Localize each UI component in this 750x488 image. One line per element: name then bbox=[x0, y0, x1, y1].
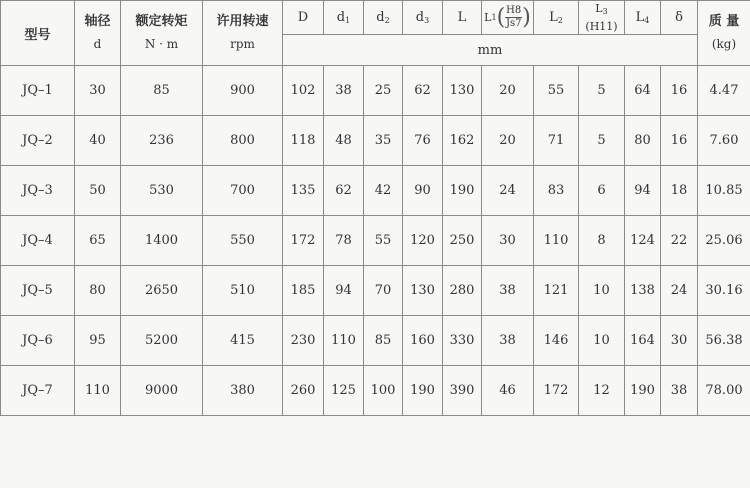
header-L3: $L_3$ (H11) bbox=[579, 1, 625, 35]
cell-D: 102 bbox=[283, 66, 324, 116]
cell-L3: 6 bbox=[579, 166, 625, 216]
cell-d3: 190 bbox=[403, 366, 443, 416]
cell-model: JQ–6 bbox=[1, 316, 75, 366]
cell-d1: 125 bbox=[324, 366, 364, 416]
cell-d2: 25 bbox=[364, 66, 403, 116]
cell-d2: 55 bbox=[364, 216, 403, 266]
cell-L4: 80 bbox=[625, 116, 661, 166]
cell-d1: 110 bbox=[324, 316, 364, 366]
cell-d1: 94 bbox=[324, 266, 364, 316]
cell-d1: 78 bbox=[324, 216, 364, 266]
cell-L: 162 bbox=[443, 116, 482, 166]
cell-L1: 38 bbox=[482, 266, 534, 316]
cell-d1: 48 bbox=[324, 116, 364, 166]
cell-L2: 110 bbox=[534, 216, 579, 266]
cell-speed: 510 bbox=[203, 266, 283, 316]
cell-L2: 121 bbox=[534, 266, 579, 316]
cell-D: 118 bbox=[283, 116, 324, 166]
cell-d2: 42 bbox=[364, 166, 403, 216]
header-L2: $L_2$ bbox=[534, 1, 579, 35]
cell-L3: 8 bbox=[579, 216, 625, 266]
table-row bbox=[1, 116, 750, 166]
cell-mass: 56.38 bbox=[698, 316, 750, 366]
cell-speed: 900 bbox=[203, 66, 283, 116]
cell-D: 230 bbox=[283, 316, 324, 366]
cell-speed: 700 bbox=[203, 166, 283, 216]
cell-L: 190 bbox=[443, 166, 482, 216]
cell-L1: 20 bbox=[482, 66, 534, 116]
cell-torque: 85 bbox=[121, 66, 203, 116]
cell-d2: 100 bbox=[364, 366, 403, 416]
cell-L1: 38 bbox=[482, 316, 534, 366]
cell-d3: 90 bbox=[403, 166, 443, 216]
cell-speed: 800 bbox=[203, 116, 283, 166]
header-L: L bbox=[443, 1, 482, 35]
header-dimension-unit: mm bbox=[283, 35, 698, 66]
cell-L4: 94 bbox=[625, 166, 661, 216]
cell-d: 40 bbox=[75, 116, 121, 166]
cell-d: 30 bbox=[75, 66, 121, 116]
cell-d: 95 bbox=[75, 316, 121, 366]
cell-d: 50 bbox=[75, 166, 121, 216]
cell-mass: 7.60 bbox=[698, 116, 750, 166]
cell-d: 65 bbox=[75, 216, 121, 266]
cell-d: 110 bbox=[75, 366, 121, 416]
header-model: 型号 bbox=[1, 1, 75, 66]
cell-model: JQ–5 bbox=[1, 266, 75, 316]
cell-L: 390 bbox=[443, 366, 482, 416]
cell-delta: 22 bbox=[661, 216, 698, 266]
cell-L1: 24 bbox=[482, 166, 534, 216]
cell-d2: 85 bbox=[364, 316, 403, 366]
cell-d3: 62 bbox=[403, 66, 443, 116]
cell-L1: 30 bbox=[482, 216, 534, 266]
cell-torque: 236 bbox=[121, 116, 203, 166]
cell-delta: 38 bbox=[661, 366, 698, 416]
header-shaft-diameter: 轴径 d bbox=[75, 1, 121, 66]
cell-D: 260 bbox=[283, 366, 324, 416]
cell-d1: 62 bbox=[324, 166, 364, 216]
table-row bbox=[1, 66, 750, 116]
cell-d3: 130 bbox=[403, 266, 443, 316]
header-d3: $d_3$ bbox=[403, 1, 443, 35]
cell-L3: 5 bbox=[579, 116, 625, 166]
cell-d2: 70 bbox=[364, 266, 403, 316]
cell-speed: 550 bbox=[203, 216, 283, 266]
cell-L: 330 bbox=[443, 316, 482, 366]
cell-L1: 20 bbox=[482, 116, 534, 166]
cell-L1: 46 bbox=[482, 366, 534, 416]
cell-mass: 30.16 bbox=[698, 266, 750, 316]
cell-L2: 172 bbox=[534, 366, 579, 416]
cell-L: 280 bbox=[443, 266, 482, 316]
cell-L4: 64 bbox=[625, 66, 661, 116]
cell-torque: 2650 bbox=[121, 266, 203, 316]
cell-speed: 415 bbox=[203, 316, 283, 366]
cell-L2: 83 bbox=[534, 166, 579, 216]
cell-delta: 24 bbox=[661, 266, 698, 316]
cell-torque: 530 bbox=[121, 166, 203, 216]
cell-mass: 25.06 bbox=[698, 216, 750, 266]
cell-d2: 35 bbox=[364, 116, 403, 166]
cell-model: JQ–7 bbox=[1, 366, 75, 416]
cell-model: JQ–2 bbox=[1, 116, 75, 166]
cell-L: 250 bbox=[443, 216, 482, 266]
cell-model: JQ–1 bbox=[1, 66, 75, 116]
cell-d3: 120 bbox=[403, 216, 443, 266]
cell-L4: 164 bbox=[625, 316, 661, 366]
cell-mass: 4.47 bbox=[698, 66, 750, 116]
cell-delta: 16 bbox=[661, 66, 698, 116]
cell-L3: 5 bbox=[579, 66, 625, 116]
table-row bbox=[1, 316, 750, 366]
cell-speed: 380 bbox=[203, 366, 283, 416]
cell-torque: 5200 bbox=[121, 316, 203, 366]
cell-d: 80 bbox=[75, 266, 121, 316]
header-d2: $d_2$ bbox=[364, 1, 403, 35]
cell-D: 185 bbox=[283, 266, 324, 316]
cell-L4: 138 bbox=[625, 266, 661, 316]
table-row bbox=[1, 266, 750, 316]
cell-L3: 10 bbox=[579, 316, 625, 366]
header-d1: $d_1$ bbox=[324, 1, 364, 35]
table-row bbox=[1, 366, 750, 416]
cell-delta: 16 bbox=[661, 116, 698, 166]
cell-mass: 78.00 bbox=[698, 366, 750, 416]
cell-model: JQ–3 bbox=[1, 166, 75, 216]
header-rated-torque: 额定转矩 N · m bbox=[121, 1, 203, 66]
header-L4: $L_4$ bbox=[625, 1, 661, 35]
header-L1: L 1 ( $\frac{H8}{Js7}$ ) bbox=[482, 1, 534, 35]
cell-delta: 18 bbox=[661, 166, 698, 216]
cell-L3: 12 bbox=[579, 366, 625, 416]
header-mass: 质 量 (kg) bbox=[698, 1, 750, 66]
cell-d1: 38 bbox=[324, 66, 364, 116]
cell-d3: 76 bbox=[403, 116, 443, 166]
cell-D: 135 bbox=[283, 166, 324, 216]
cell-L2: 55 bbox=[534, 66, 579, 116]
cell-model: JQ–4 bbox=[1, 216, 75, 266]
cell-mass: 10.85 bbox=[698, 166, 750, 216]
cell-L2: 71 bbox=[534, 116, 579, 166]
header-allowable-speed: 许用转速 rpm bbox=[203, 1, 283, 66]
cell-D: 172 bbox=[283, 216, 324, 266]
cell-L4: 124 bbox=[625, 216, 661, 266]
cell-torque: 9000 bbox=[121, 366, 203, 416]
table-row bbox=[1, 166, 750, 216]
cell-delta: 30 bbox=[661, 316, 698, 366]
cell-L4: 190 bbox=[625, 366, 661, 416]
cell-d3: 160 bbox=[403, 316, 443, 366]
cell-L2: 146 bbox=[534, 316, 579, 366]
header-D: D bbox=[283, 1, 324, 35]
cell-L3: 10 bbox=[579, 266, 625, 316]
cell-torque: 1400 bbox=[121, 216, 203, 266]
header-delta: δ bbox=[661, 1, 698, 35]
table-row bbox=[1, 216, 750, 266]
cell-L: 130 bbox=[443, 66, 482, 116]
